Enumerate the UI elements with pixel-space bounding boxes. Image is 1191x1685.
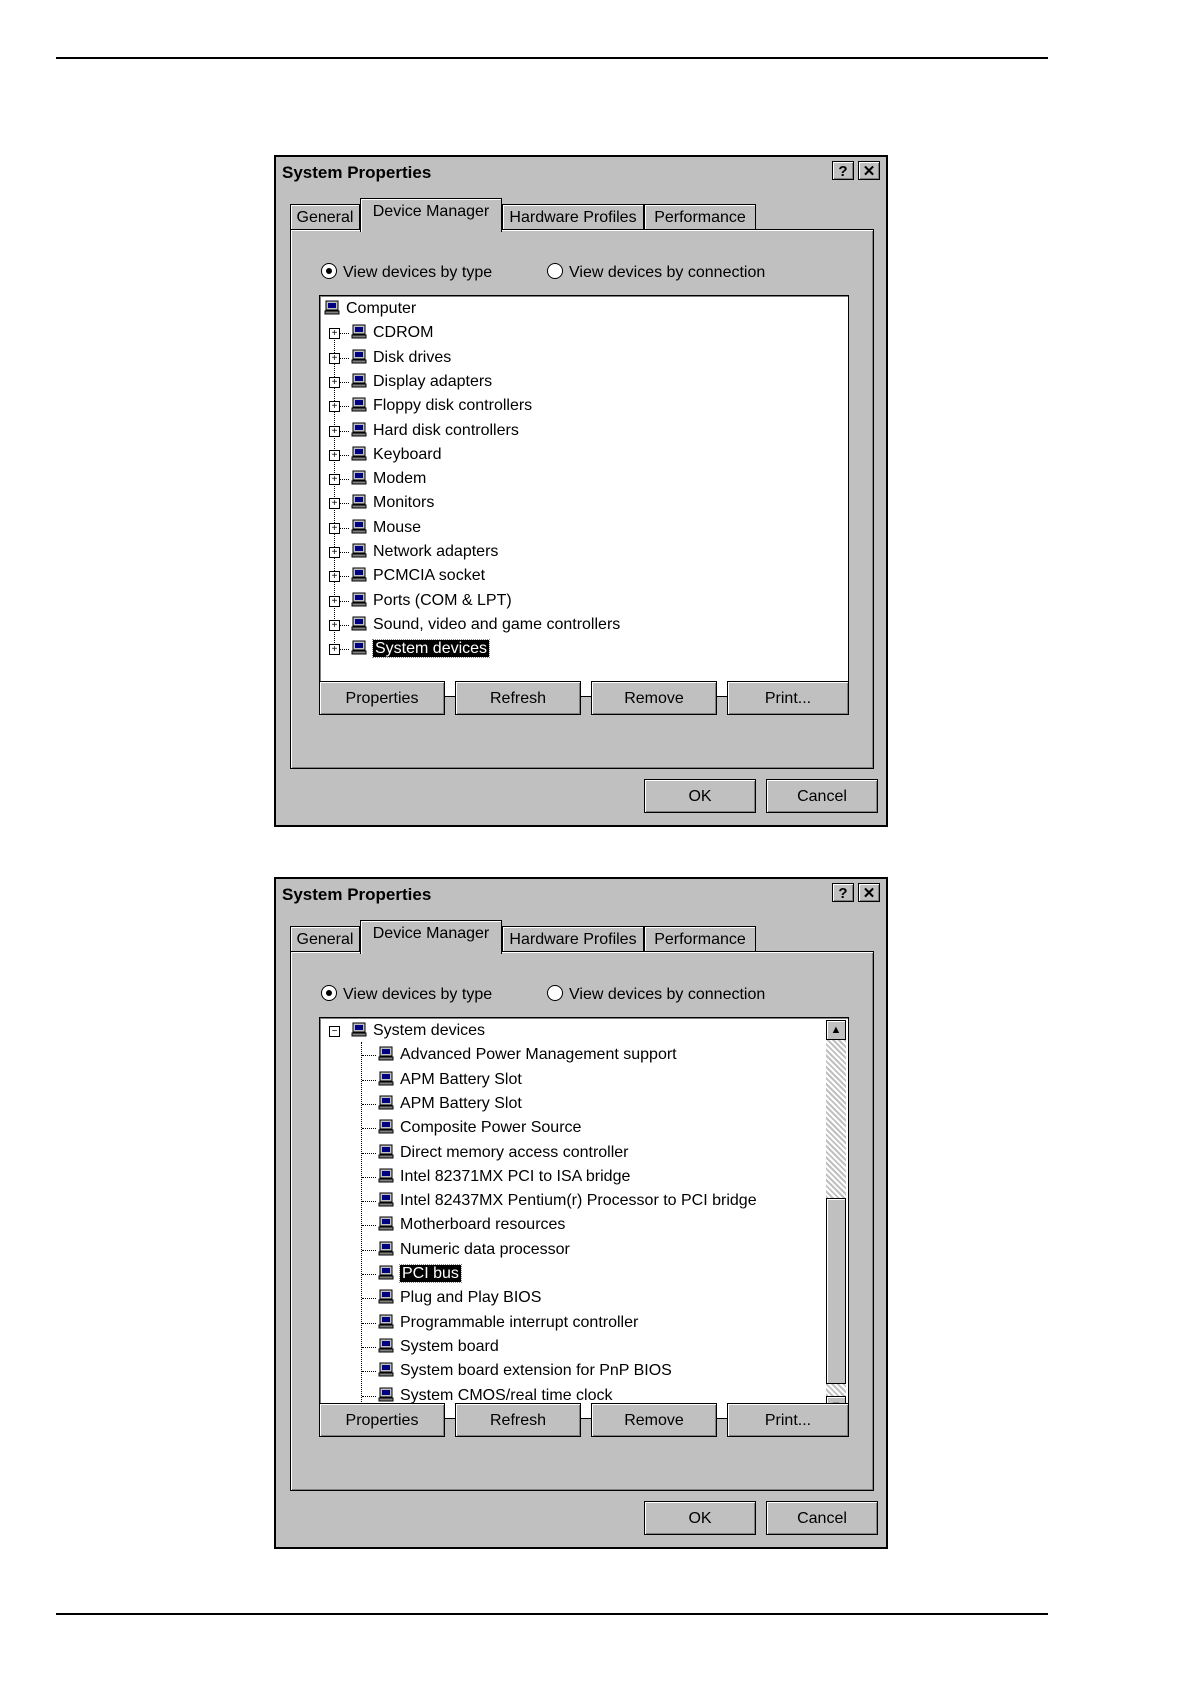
close-button[interactable]: ✕ [858,883,880,902]
tree-item[interactable] [331,590,512,612]
tree-item-label: Composite Power Source [400,1119,582,1137]
tree-item-label: Numeric data processor [400,1240,570,1258]
tree-item[interactable] [331,395,533,417]
expand-plus-icon[interactable]: + [329,328,340,339]
tree-connector-line [340,455,349,456]
device-icon [351,519,367,534]
tree-item[interactable] [378,1336,499,1358]
tree-item[interactable] [378,1190,757,1212]
help-button[interactable]: ? [832,161,854,180]
tree-item-label: APM Battery Slot [400,1094,522,1112]
tab-general[interactable]: General [290,926,360,953]
properties-button[interactable]: Properties [319,1403,445,1437]
device-manager-panel [290,951,874,1491]
device-icon [378,1362,394,1377]
tree-item-root[interactable] [324,298,416,320]
tree-connector-line [362,1250,376,1251]
device-icon [378,1071,394,1086]
radio-unselected-icon [547,985,563,1001]
print-button[interactable]: Print... [727,1403,849,1437]
tab-device-manager[interactable]: Device Manager [360,198,502,232]
device-icon [378,1046,394,1061]
tree-connector-line [362,1396,376,1397]
tree-item[interactable] [331,492,435,514]
device-tree[interactable] [319,1017,849,1419]
tree-item-label: Direct memory access controller [400,1143,629,1161]
properties-button[interactable]: Properties [319,681,445,715]
tree-connector-line [340,358,349,359]
device-icon [378,1216,394,1231]
device-icon [351,1022,367,1037]
tree-connector-line [362,1298,376,1299]
tree-item-label: Advanced Power Management support [400,1046,677,1064]
device-icon [378,1241,394,1256]
tree-item-label: Disk drives [373,348,452,366]
tree-connector-line [362,1347,376,1348]
tree-item[interactable] [331,420,519,442]
tree-connector-line [340,479,349,480]
tree-item[interactable] [331,541,499,563]
refresh-button[interactable]: Refresh [455,1403,581,1437]
tree-item-label: PCMCIA socket [373,567,486,585]
tree-connector-line [362,1104,376,1105]
expand-plus-icon[interactable]: + [329,377,340,388]
device-icon [324,300,340,315]
tree-item[interactable] [378,1069,522,1091]
tree-item-label: Sound, video and game controllers [373,615,621,633]
tree-item[interactable] [378,1117,581,1139]
tree-connector-line [362,1323,376,1324]
tree-item-label: Monitors [373,494,435,512]
tree-item-label: APM Battery Slot [400,1070,522,1088]
tree-item[interactable] [331,638,489,660]
remove-button[interactable]: Remove [591,1403,717,1437]
radio-view-by-connection[interactable]: View devices by connection [547,263,765,283]
ok-button[interactable]: OK [644,1501,756,1535]
tree-item-label: Intel 82371MX PCI to ISA bridge [400,1167,631,1185]
page-bottom-rule [56,1613,1048,1615]
tree-item-label: Hard disk controllers [373,421,519,439]
device-icon [378,1168,394,1183]
tree-item[interactable] [331,468,427,490]
tree-connector-line [362,1055,376,1056]
cancel-button[interactable]: Cancel [766,779,878,813]
tree-item-label: Modem [373,470,427,488]
tab-hardware-profiles[interactable]: Hardware Profiles [502,204,644,231]
tab-performance[interactable]: Performance [644,204,756,231]
radio-view-by-connection[interactable]: View devices by connection [547,985,765,1005]
scrollbar-thumb[interactable] [826,1198,846,1384]
tree-connector-line [361,1042,362,1419]
tree-item-label: Computer [346,300,417,317]
tree-item[interactable] [378,1263,461,1285]
refresh-button[interactable]: Refresh [455,681,581,715]
device-icon [378,1289,394,1304]
device-icon [378,1338,394,1353]
tree-item-label: Motherboard resources [400,1216,566,1234]
cancel-button[interactable]: Cancel [766,1501,878,1535]
expand-plus-icon[interactable]: + [329,571,340,582]
tree-item[interactable] [331,565,486,587]
tree-item-label: Intel 82437MX Pentium(r) Processor to PCI bridge [400,1192,757,1210]
tree-item-label: Programmable interrupt controller [400,1313,639,1331]
device-icon [351,446,367,461]
device-icon [351,640,367,655]
tree-item[interactable] [378,1360,672,1382]
expand-plus-icon[interactable]: + [329,523,340,534]
tree-item-label: Mouse [373,518,422,536]
vertical-scrollbar[interactable] [826,1020,846,1416]
tree-connector-line [340,552,349,553]
tree-item[interactable] [331,347,452,369]
scroll-up-arrow-icon[interactable]: ▲ [826,1020,846,1040]
tree-connector-line [340,601,349,602]
device-icon [378,1144,394,1159]
expand-plus-icon[interactable]: + [329,353,340,364]
device-icon [378,1095,394,1110]
tree-connector-line [340,382,349,383]
expand-plus-icon[interactable]: + [329,401,340,412]
tree-connector-line [340,333,349,334]
tree-connector-line [362,1153,376,1154]
device-icon [378,1314,394,1329]
device-icon [378,1192,394,1207]
expand-plus-icon[interactable]: + [329,474,340,485]
tree-connector-line [362,1225,376,1226]
tab-hardware-profiles[interactable]: Hardware Profiles [502,926,644,953]
device-icon [378,1387,394,1402]
radio-selected-icon [321,263,337,279]
tree-item-label: CDROM [373,324,434,342]
tree-item[interactable] [331,322,434,344]
device-tree[interactable] [319,295,849,697]
expand-plus-icon[interactable]: + [329,450,340,461]
device-icon [351,324,367,339]
tree-item-label: System CMOS/real time clock [400,1386,613,1404]
tree-item-label: System devices [375,640,488,658]
tree-connector-line [340,649,349,650]
print-button[interactable]: Print... [727,681,849,715]
device-icon [351,592,367,607]
tree-connector-line [362,1080,376,1081]
tree-connector-line [340,528,349,529]
device-manager-panel [290,229,874,769]
device-icon [351,349,367,364]
expand-plus-icon[interactable]: + [329,547,340,558]
device-icon [351,422,367,437]
tree-item[interactable] [378,1044,677,1066]
system-properties-dialog-2 [274,877,888,1549]
tree-connector-line [340,406,349,407]
radio-unselected-icon [547,263,563,279]
tab-performance[interactable]: Performance [644,926,756,953]
tree-connector-line [362,1201,376,1202]
tree-connector-line [362,1177,376,1178]
tree-item-label: Network adapters [373,543,499,560]
tree-connector-line [340,431,349,432]
tree-item-label: PCI bus [402,1265,459,1282]
tree-item[interactable] [378,1287,541,1309]
expand-plus-icon[interactable]: + [329,498,340,509]
tree-item-label: Plug and Play BIOS [400,1289,542,1307]
tree-item[interactable] [378,1214,565,1236]
tree-connector-line [362,1274,376,1275]
device-icon [378,1119,394,1134]
collapse-minus-icon[interactable]: − [329,1026,340,1037]
tree-connector-line [340,503,349,504]
device-icon [351,494,367,509]
device-icon [351,543,367,558]
tree-connector-line [362,1128,376,1129]
tree-item-label: Display adapters [373,372,493,390]
device-icon [351,616,367,631]
tree-connector-line [340,576,349,577]
tree-item[interactable] [331,517,422,539]
device-icon [351,567,367,582]
tree-item[interactable] [331,614,621,636]
tree-connector-line [340,625,349,626]
tab-device-manager[interactable]: Device Manager [360,920,502,954]
tree-item[interactable] [331,444,442,466]
tree-item[interactable] [331,371,493,393]
tree-item[interactable] [378,1239,570,1261]
tree-item-label: System board extension for PnP BIOS [400,1362,672,1380]
device-icon [351,373,367,388]
device-icon [351,397,367,412]
dialog-title: System Properties [282,163,432,182]
expand-plus-icon[interactable]: + [329,426,340,437]
tree-item-label: Keyboard [373,445,442,463]
device-icon [378,1265,394,1280]
tree-item[interactable] [378,1312,638,1334]
tree-item-label: Ports (COM & LPT) [373,591,512,609]
help-button[interactable]: ? [832,883,854,902]
tree-item[interactable] [378,1142,629,1164]
radio-view-by-type[interactable]: View devices by type [321,263,492,283]
expand-plus-icon[interactable]: + [329,644,340,655]
radio-selected-icon [321,985,337,1001]
system-properties-dialog-1 [274,155,888,827]
tree-item-label: System devices [373,1022,486,1039]
remove-button[interactable]: Remove [591,681,717,715]
tree-item[interactable] [378,1093,522,1115]
tree-item[interactable] [378,1166,630,1188]
expand-plus-icon[interactable]: + [329,596,340,607]
tree-item-label: Floppy disk controllers [373,397,533,415]
close-button[interactable]: ✕ [858,161,880,180]
radio-view-by-type[interactable]: View devices by type [321,985,492,1005]
tree-item-root[interactable] [331,1020,486,1042]
ok-button[interactable]: OK [644,779,756,813]
page-top-rule [56,57,1048,59]
tree-item-label: System board [400,1337,499,1355]
expand-plus-icon[interactable]: + [329,620,340,631]
dialog-title: System Properties [282,885,432,904]
tab-general[interactable]: General [290,204,360,231]
tree-connector-line [362,1371,376,1372]
device-icon [351,470,367,485]
